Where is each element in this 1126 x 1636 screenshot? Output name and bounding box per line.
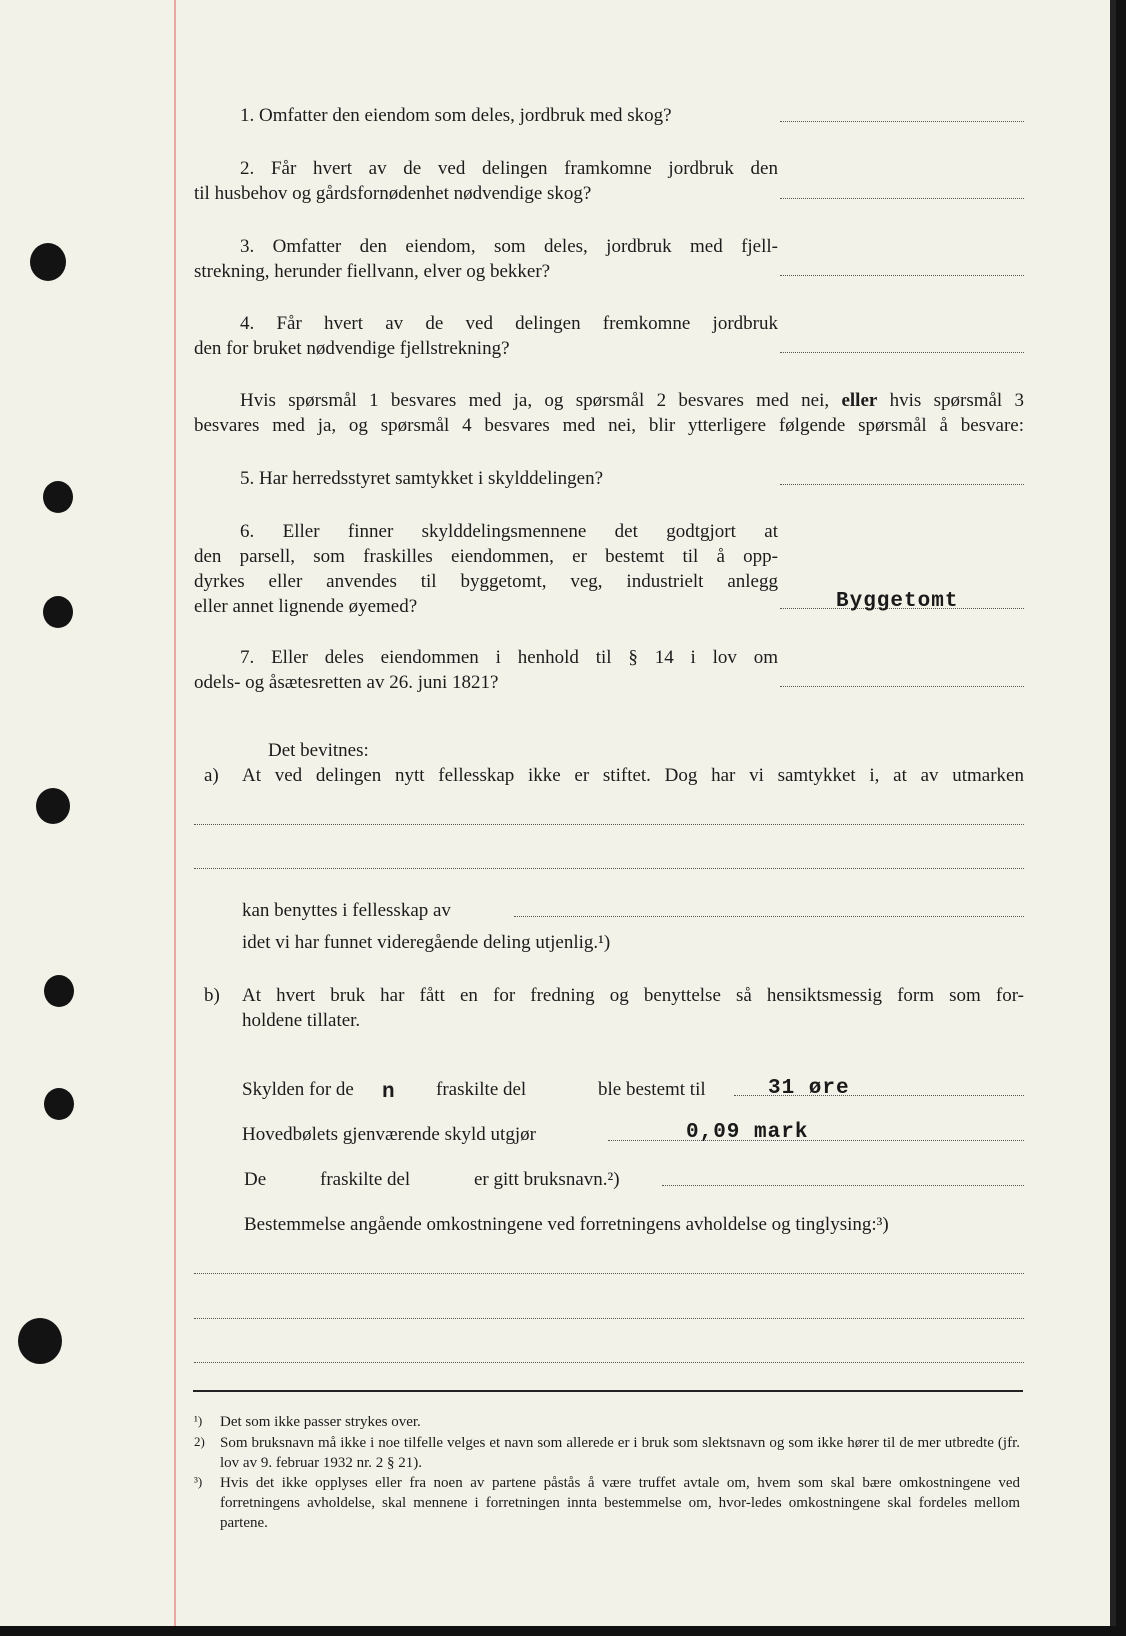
footnote-rule — [193, 1390, 1023, 1392]
footnote-3-mark: ³) — [194, 1474, 203, 1489]
hovedbol-value-line — [608, 1140, 1024, 1141]
costs-line-2 — [194, 1318, 1024, 1319]
question-5: 5. Har herredsstyret samtykket i skylddelingen? — [240, 468, 604, 489]
skyld-fraskilte: fraskilte del — [436, 1079, 527, 1100]
punch-hole — [36, 788, 70, 824]
attest-b-label: b) — [204, 985, 220, 1006]
question-6-line-4: eller annet lignende øyemed? — [194, 596, 418, 617]
condition-paragraph — [194, 388, 1024, 438]
answer-line-2 — [780, 198, 1024, 199]
bruksnavn-de: De — [244, 1169, 267, 1190]
costs-line-1 — [194, 1273, 1024, 1274]
condition-bold: eller — [841, 390, 878, 411]
footnote-1: Det som ikke passer strykes over. — [220, 1414, 421, 1430]
attest-b-line-2: holdene tillater. — [242, 1010, 361, 1031]
condition-text-b: hvis spørsmål 3 — [889, 390, 1025, 411]
question-4-line-2: den for bruket nødvendige fjellstrekning? — [194, 338, 510, 359]
answer-6-typed: Byggetomt — [836, 590, 959, 613]
punch-hole — [18, 1318, 62, 1364]
hovedbol-value: 0,09 mark — [686, 1121, 809, 1144]
footnote-2-mark: 2) — [194, 1434, 205, 1449]
question-2-line-2: til husbehov og gårdsfornødenhet nødvendige skog? — [194, 183, 592, 204]
question-7-line-1: 7. Eller deles eiendommen i henhold til § 14 i lov om — [240, 647, 778, 668]
hovedbol-label: Hovedbølets gjenværende skyld utgjør — [242, 1124, 536, 1145]
attest-a-label: a) — [204, 765, 219, 786]
costs-line-3 — [194, 1362, 1024, 1363]
question-7-line-2: odels- og åsætesretten av 26. juni 1821? — [194, 672, 499, 693]
bruksnavn-line — [662, 1185, 1024, 1186]
skyld-label: Skylden for de — [242, 1079, 354, 1100]
skyld-handwritten: n — [382, 1081, 395, 1104]
footnote-1-mark: ¹) — [194, 1413, 203, 1428]
blank-line-a1 — [194, 824, 1024, 825]
question-6-line-1: 6. Eller finner skylddelingsmennene det godtgjort at — [240, 521, 778, 542]
footnote-2: Som bruksnavn må ikke i noe tilfelle velges et navn som allerede er i bruk som slektsnavn og som ikke hører til de mer utbredte (jfr. lov av 9. februar 1932 nr. 2 § 21). — [220, 1435, 1020, 1471]
answer-line-3 — [780, 275, 1024, 276]
condition-line-2: besvares med ja, og spørsmål 4 besvares med nei, blir ytterligere følgende spørsmål å besvare: — [194, 415, 1024, 436]
common-use-line — [514, 916, 1024, 917]
question-1: 1. Omfatter den eiendom som deles, jordbruk med skog? — [240, 105, 672, 126]
further-division-text: idet vi har funnet videregående deling utjenlig.¹) — [242, 932, 611, 953]
question-4-line-1: 4. Får hvert av de ved delingen fremkomne jordbruk — [240, 313, 778, 334]
question-6 — [194, 519, 778, 619]
footnote-3: Hvis det ikke opplyses eller fra noen av partene påstås å være truffet avtale om, hvem som skal bære omkostningene ved forretningens avholdelse, skal mennene i forretningen innta bestemmelse om, hvor-ledes omkostningene skal fordeles mellom partene. — [220, 1475, 1020, 1531]
answer-line-5 — [780, 484, 1024, 485]
answer-line-7 — [780, 686, 1024, 687]
question-6-line-2: den parsell, som fraskilles eiendommen, er bestemt til å opp- — [194, 546, 778, 567]
margin-rule — [174, 0, 176, 1626]
punch-hole — [43, 481, 73, 513]
costs-label: Bestemmelse angående omkostningene ved forretningens avholdelse og tinglysing:³) — [244, 1214, 889, 1235]
punch-hole — [44, 1088, 74, 1120]
question-6-line-3: dyrkes eller anvendes til byggetomt, veg, industrielt anlegg — [194, 571, 778, 592]
question-4 — [194, 311, 778, 361]
bruksnavn-label: er gitt bruksnavn.²) — [474, 1169, 620, 1190]
answer-line-4 — [780, 352, 1024, 353]
punch-hole — [43, 596, 73, 628]
blank-line-a2 — [194, 868, 1024, 869]
question-3-line-2: strekning, herunder fiellvann, elver og bekker? — [194, 261, 551, 282]
skyld-bestemt: ble bestemt til — [598, 1079, 706, 1100]
condition-text-a: Hvis spørsmål 1 besvares med ja, og spørsmål 2 besvares med nei, — [240, 390, 830, 411]
question-7 — [194, 645, 778, 695]
attest-a-text: At ved delingen nytt fellesskap ikke er stiftet. Dog har vi samtykket i, at av utmarken — [242, 765, 1024, 786]
common-use-label: kan benyttes i fellesskap av — [242, 900, 451, 921]
attest-heading: Det bevitnes: — [268, 740, 369, 761]
question-3 — [194, 234, 778, 284]
punch-hole — [30, 243, 66, 281]
attest-b-line-1: At hvert bruk har fått en for fredning og benyttelse så hensiktsmessig form som for- — [242, 985, 1024, 1006]
punch-hole — [44, 975, 74, 1007]
skyld-value: 31 øre — [768, 1077, 850, 1100]
bruksnavn-fraskilte: fraskilte del — [320, 1169, 411, 1190]
question-3-line-1: 3. Omfatter den eiendom, som deles, jordbruk med fjell- — [240, 236, 778, 257]
answer-line-1 — [780, 121, 1024, 122]
question-2-line-1: 2. Får hvert av de ved delingen framkomne jordbruk den — [240, 158, 778, 179]
question-2 — [194, 156, 778, 206]
